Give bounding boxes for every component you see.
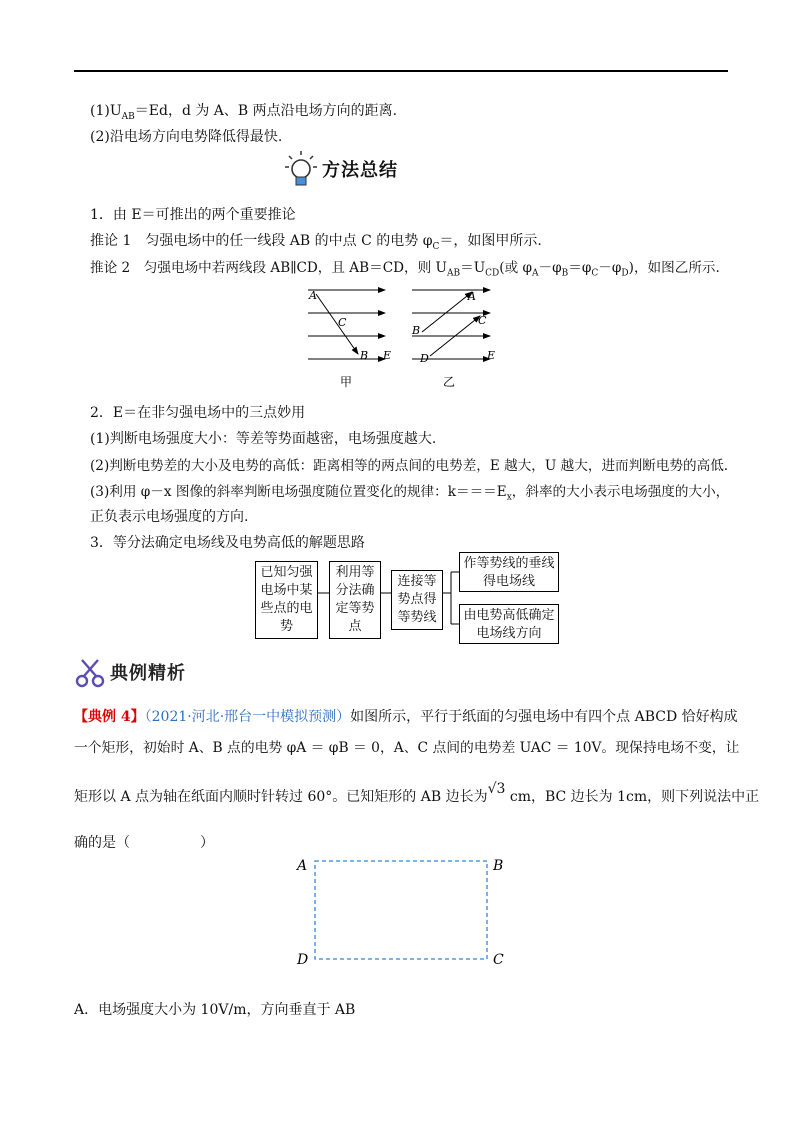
flow-box-equal-division: 利用等分法确定等势点 <box>329 561 381 639</box>
fig-yi-label-c: C <box>478 314 487 327</box>
section2-p3: (3)利用 φ－x 图像的斜率判断电场强度随位置变化的规律：$k===E_x$，斜率的大小表示电场强度的大小， <box>90 484 730 503</box>
example-line-4: 确的是（ ） <box>74 835 214 851</box>
flow-box-connect-points: 连接等势点得等势线 <box>391 570 443 630</box>
section2-p4: 正负表示电场强度的方向. <box>90 509 249 525</box>
method-summary-title: 方法总结 <box>322 160 398 181</box>
inference-2: 推论 2 匀强电场中若两线段 AB∥CD，且 AB＝CD，则 $U_{AB}=U_{CD}$(或 $\varphi_A-\varphi_B=\varphi_C-\varphi_D$)，如图乙所示. <box>90 260 720 279</box>
example-line-2: 一个矩形，初始时 A、B 点的电势 φA ＝ φB ＝ 0，A、C 点间的电势差 UAC ＝ 10V。现保持电场不变，让 <box>74 740 740 756</box>
section2-heading: 2．E＝在非匀强电场中的三点妙用 <box>90 405 306 421</box>
fig-yi-label-e: E <box>487 349 496 362</box>
dashed-rectangle <box>315 861 487 959</box>
example-line-3: 矩形以 A 点为轴在纸面内顺时针转过 60°。已知矩形的 AB 边长为√3 cm，BC 边长为 1cm，则下列说法中正 <box>74 781 760 805</box>
rect-label-b: B <box>493 858 504 874</box>
fig-jia-label-b: B <box>360 349 369 362</box>
rect-label-c: C <box>493 952 504 968</box>
section3-heading: 3．等分法确定电场线及电势高低的解题思路 <box>90 535 365 551</box>
note-1: $(1)U_{AB}=Ed$，d 为 A、B 两点沿电场方向的距离. <box>90 103 398 122</box>
rect-label-a: A <box>297 858 308 874</box>
note-2: (2)沿电场方向电势降低得最快. <box>90 129 283 145</box>
fig-jia-label-e: E <box>383 349 392 362</box>
flow-box-known-potentials: 已知匀强电场中某些点的电势 <box>255 561 318 639</box>
fig-jia-label-c: C <box>338 316 347 329</box>
sqrt-three: √3 <box>487 781 506 797</box>
example-source: （2021·河北·邢台一中模拟预测） <box>144 709 351 725</box>
fig-jia-segment-ab <box>316 294 358 354</box>
example-label: 【典例 4】 <box>74 709 145 725</box>
fig-jia-field-lines <box>308 290 385 359</box>
example-line-1: 【典例 4】（2021·河北·邢台一中模拟预测）如图所示，平行于纸面的匀强电场中有四个点 ABCD 恰好构成 <box>74 709 738 725</box>
fig-jia-label-a: A <box>309 289 317 302</box>
section2-p1: (1)判断电场强度大小：等差等势面越密，电场强度越大. <box>90 431 437 447</box>
method-summary-header <box>284 150 398 188</box>
inference-1: 推论 1 匀强电场中的任一线段 AB 的中点 C 的电势 $\varphi_C=$，如图甲所示. <box>90 233 542 252</box>
fig-jia-caption: 甲 <box>340 375 353 389</box>
fig-yi-label-a: A <box>468 290 476 303</box>
option-a: A．电场强度大小为 10V/m，方向垂直于 AB <box>74 1002 356 1018</box>
fig-yi-caption: 乙 <box>443 375 456 389</box>
fig-yi-label-d: D <box>420 352 429 365</box>
fig-yi-label-b: B <box>412 324 421 337</box>
example-header <box>74 656 186 688</box>
rect-label-d: D <box>297 952 309 968</box>
scissors-icon <box>74 656 106 688</box>
example-title: 典例精析 <box>110 663 186 684</box>
fig-yi-segment-ba <box>422 292 472 332</box>
figures-jia-yi <box>300 280 510 390</box>
flow-box-direction: 由电势高低确定电场线方向 <box>459 604 559 644</box>
section2-p2: (2)判断电势差的大小及电势的高低：距离相等的两点间的电势差，E 越大，U 越大，进而判断电势的高低. <box>90 458 729 474</box>
top-rule <box>74 70 728 72</box>
lightbulb-icon <box>284 150 318 188</box>
flow-box-perpendicular: 作等势线的垂线得电场线 <box>459 552 559 592</box>
section1-heading: 1．由 E＝可推出的两个重要推论 <box>90 207 296 223</box>
rectangle-abcd-figure <box>290 850 520 975</box>
